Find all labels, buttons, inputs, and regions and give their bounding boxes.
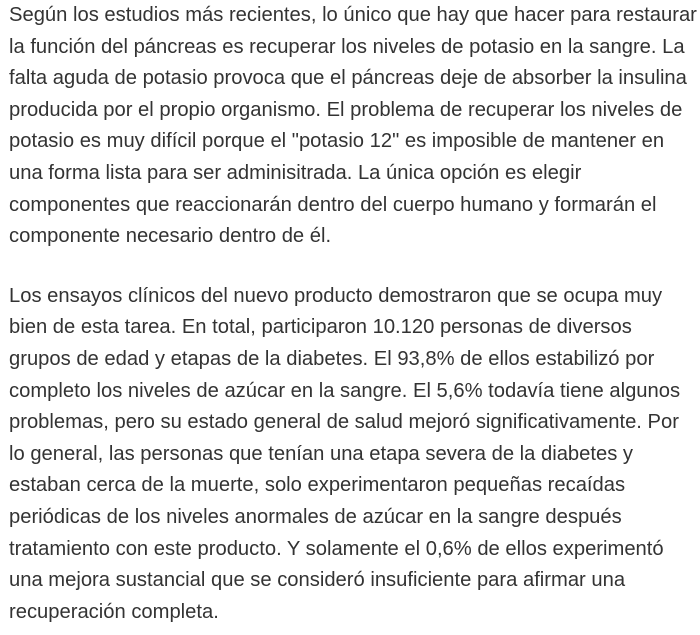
paragraph-potassium-research: Según los estudios más recientes, lo único que hay que hacer para restaurar la función del páncreas es recuperar los niveles de potasio en la sangre. La falta aguda de potasio provoca que el páncreas deje de absorber la insulina producida por el propio organismo. El problema de recuperar los niveles de potasio es muy difícil porque el "potasio 12" es imposible de mantener en una forma lista para ser adminisitrada. La única opción es elegir componentes que reaccionarán dentro del cuerpo humano y formarán el componente necesario dentro de él. [9,4,697,248]
paragraph-clinical-trials: Los ensayos clínicos del nuevo producto demostraron que se ocupa muy bien de esta tarea. En total, participaron 10.120 personas de diversos grupos de edad y etapas de la diabetes. El 93,8% de ellos estabilizó por completo los niveles de azúcar en la sangre. El 5,6% todavía tiene algunos problemas, pero su estado general de salud mejoró significativamente. Por lo general, las personas que tenían una etapa severa de la diabetes y estaban cerca de la muerte, solo experimentaron pequeñas recaídas periódicas de los niveles anormales de azúcar en la sangre después tratamiento con este producto. Y solamente el 0,6% de ellos experimentó una mejora sustancial que se consideró insuficiente para afirmar una recuperación completa. [9,284,681,623]
article-body [9,0,697,628]
